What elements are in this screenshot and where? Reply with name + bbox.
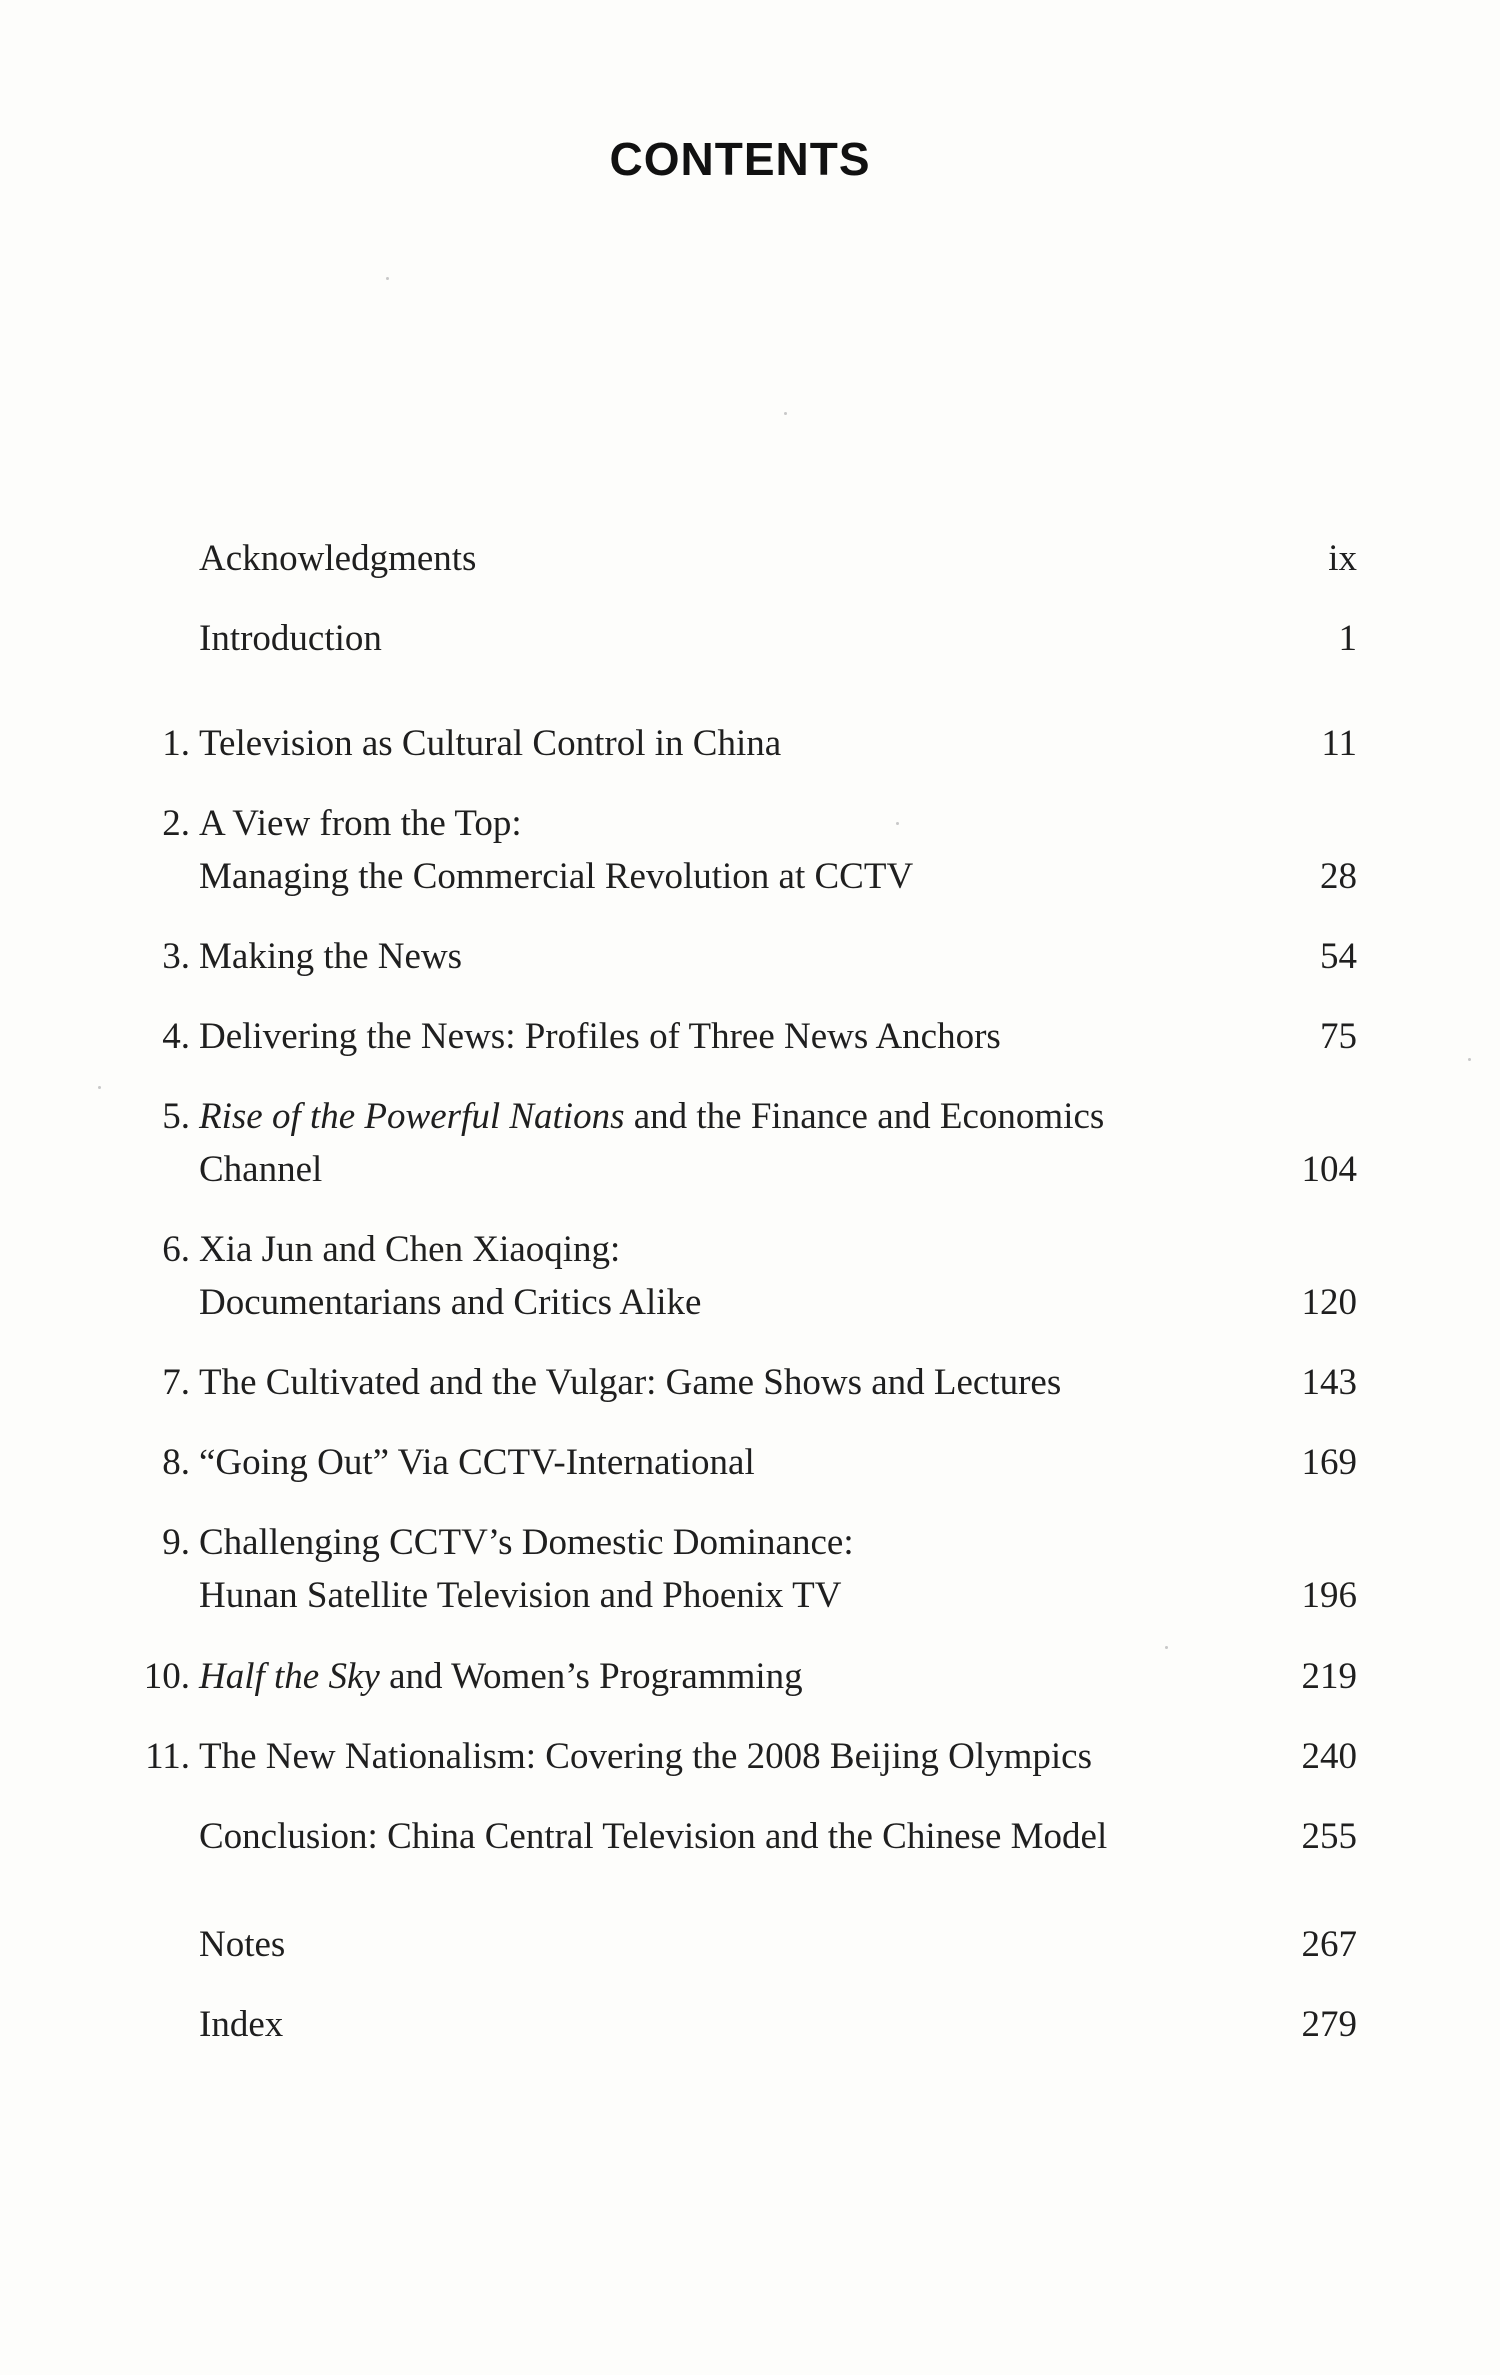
toc-entry-title-line-2: Managing the Commercial Revolution at CCTV — [199, 856, 914, 897]
toc-entry-title — [199, 1650, 1199, 1703]
scan-speck — [98, 1086, 101, 1089]
toc-entry-title: The Cultivated and the Vulgar: Game Shows and Lectures — [199, 1362, 1062, 1403]
toc-entry-page: 240 — [1301, 1736, 1357, 1777]
toc-entry-title: Conclusion: China Central Television and the Chinese Model — [199, 1816, 1108, 1857]
scan-speck — [1468, 1058, 1471, 1061]
toc-entry-title: Index — [199, 2004, 284, 2045]
toc-entry-page: 11 — [1321, 723, 1357, 764]
toc-entry-title: The New Nationalism: Covering the 2008 Beijing Olympics — [199, 1736, 1093, 1777]
toc-entry-title-line-1: Challenging CCTV’s Domestic Dominance: — [199, 1522, 854, 1563]
toc-entry-page: 120 — [1301, 1282, 1357, 1323]
toc-entry-page: 104 — [1301, 1149, 1357, 1190]
toc-entry-page: ix — [1328, 538, 1357, 579]
scan-speck — [386, 277, 389, 280]
toc-entry-page: 75 — [1320, 1016, 1357, 1057]
chapter-number: 3. — [162, 936, 190, 977]
toc-entry-title: Delivering the News: Profiles of Three News Anchors — [199, 1016, 1001, 1057]
scan-speck — [1165, 1646, 1168, 1649]
page-title: CONTENTS — [609, 133, 871, 185]
toc-entry-page: 169 — [1301, 1442, 1357, 1483]
toc-entry-page: 267 — [1301, 1924, 1357, 1965]
chapter-number: 6. — [162, 1229, 190, 1270]
title-rest: and the Finance and Economics — [624, 1096, 1105, 1137]
toc-entry-title: Making the News — [199, 936, 463, 977]
scan-speck — [784, 412, 787, 415]
chapter-number: 2. — [162, 803, 190, 844]
toc-entry-page: 28 — [1320, 856, 1357, 897]
toc-entry-page: 54 — [1320, 936, 1357, 977]
toc-entry-page: 143 — [1301, 1362, 1357, 1403]
toc-entry-page: 255 — [1301, 1816, 1357, 1857]
toc-entry-title: Introduction — [199, 618, 382, 659]
scan-speck — [896, 822, 899, 825]
chapter-number: 10. — [143, 1656, 190, 1697]
toc-entry-page: 219 — [1301, 1656, 1357, 1697]
toc-entry-page: 196 — [1301, 1575, 1357, 1616]
toc-entry-title: “Going Out” Via CCTV-International — [199, 1442, 755, 1483]
chapter-number: 4. — [162, 1016, 190, 1057]
toc-entry-title: Notes — [199, 1924, 286, 1965]
toc-entry-title-line-2: Hunan Satellite Television and Phoenix TV — [199, 1575, 842, 1616]
toc-entry-title-line-1: Xia Jun and Chen Xiaoqing: — [199, 1229, 621, 1270]
title-rest: and Women’s Programming — [379, 1656, 803, 1697]
toc-entry-title-line-2: Documentarians and Critics Alike — [199, 1282, 702, 1323]
chapter-number: 11. — [145, 1736, 190, 1777]
chapter-number: 5. — [162, 1096, 190, 1137]
toc-entry-title: Acknowledgments — [199, 538, 477, 579]
toc-entry-title-line-2: Channel — [199, 1149, 323, 1190]
toc-entry-title-line-1 — [199, 1090, 1199, 1143]
italic-title: Rise of the Powerful Nations — [199, 1096, 625, 1137]
toc-entry-page: 279 — [1301, 2004, 1357, 2045]
toc-entry-title: Television as Cultural Control in China — [199, 723, 782, 764]
chapter-number: 7. — [162, 1362, 190, 1403]
toc-entry-page: 1 — [1338, 618, 1357, 659]
italic-title: Half the Sky — [199, 1656, 380, 1697]
chapter-number: 1. — [162, 723, 190, 764]
chapter-number: 8. — [162, 1442, 190, 1483]
chapter-number: 9. — [162, 1522, 190, 1563]
toc-entry-title-line-1: A View from the Top: — [199, 803, 522, 844]
